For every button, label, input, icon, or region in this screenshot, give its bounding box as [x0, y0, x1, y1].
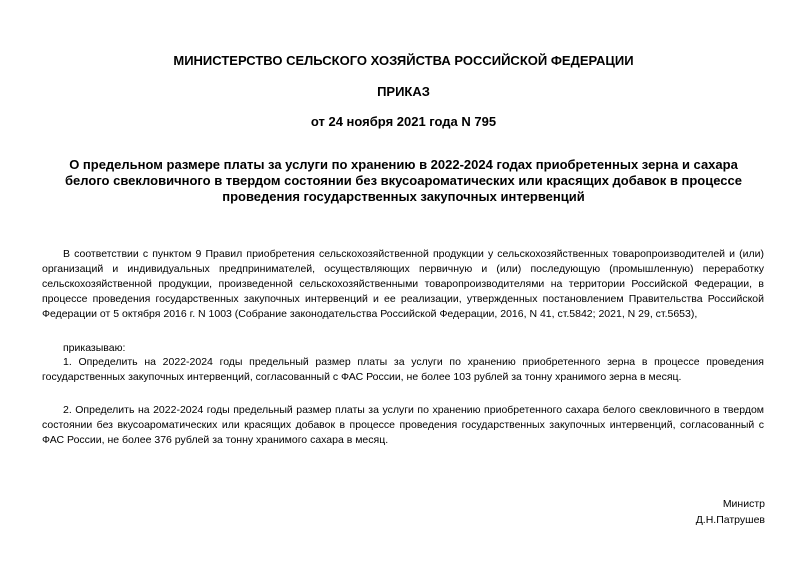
order-item-2: 2. Определить на 2022-2024 годы предельный размер платы за услуги по хранению приобретенного сахара белого свекловичного в твердом состоянии без вкусоароматических или красящих добавок в процессе проведения государственных закупочных интервенций, согласованный с ФАС России, не более 376 рублей за тонну хранимого сахара в месяц.: [42, 404, 764, 446]
orders-word: приказываю:: [63, 342, 126, 354]
ministry-heading: МИНИСТЕРСТВО СЕЛЬСКОГО ХОЗЯЙСТВА РОССИЙСКОЙ ФЕДЕРАЦИИ: [173, 53, 634, 68]
order-heading: ПРИКАЗ: [377, 84, 430, 99]
order-item-1: 1. Определить на 2022-2024 годы предельный размер платы за услуги по хранению приобретенного зерна в процессе проведения государственных закупочных интервенций, согласованный с ФАС России, не более 103 рублей за тонну хранимого зерна в месяц.: [42, 356, 764, 383]
signatory-name: Д.Н.Патрушев: [695, 514, 765, 526]
basis-paragraph: В соответствии с пунктом 9 Правил приобретения сельскохозяйственной продукции у сельскохозяйственных товаропроизводителей и (или) организаций и индивидуальных предпринимателей, осуществляющих первичную и (или) последующую (промышленную) переработку сельскохозяйственной продукции, произведенной сельскохозяйственными товаропроизводителями на территории Российской Федерации, в процессе проведения государственных закупочных интервенций и ее реализации, утвержденных постановлением Правительства Российской Федерации от 5 октября 2016 г. N 1003 (Собрание законодательства Российской Федерации, 2016, N 41, ст.5842; 2021, N 29, ст.5653),: [42, 248, 764, 320]
order-date: от 24 ноября 2021 года N 795: [310, 114, 497, 129]
order-title: О предельном размере платы за услуги по хранению в 2022-2024 годах приобретенных зерна и сахара белого свекловичного в твердом состоянии без вкусоароматических или красящих добавок в процессе проведения государственных закупочных интервенций: [65, 157, 742, 204]
signatory-title: Министр: [722, 498, 765, 510]
